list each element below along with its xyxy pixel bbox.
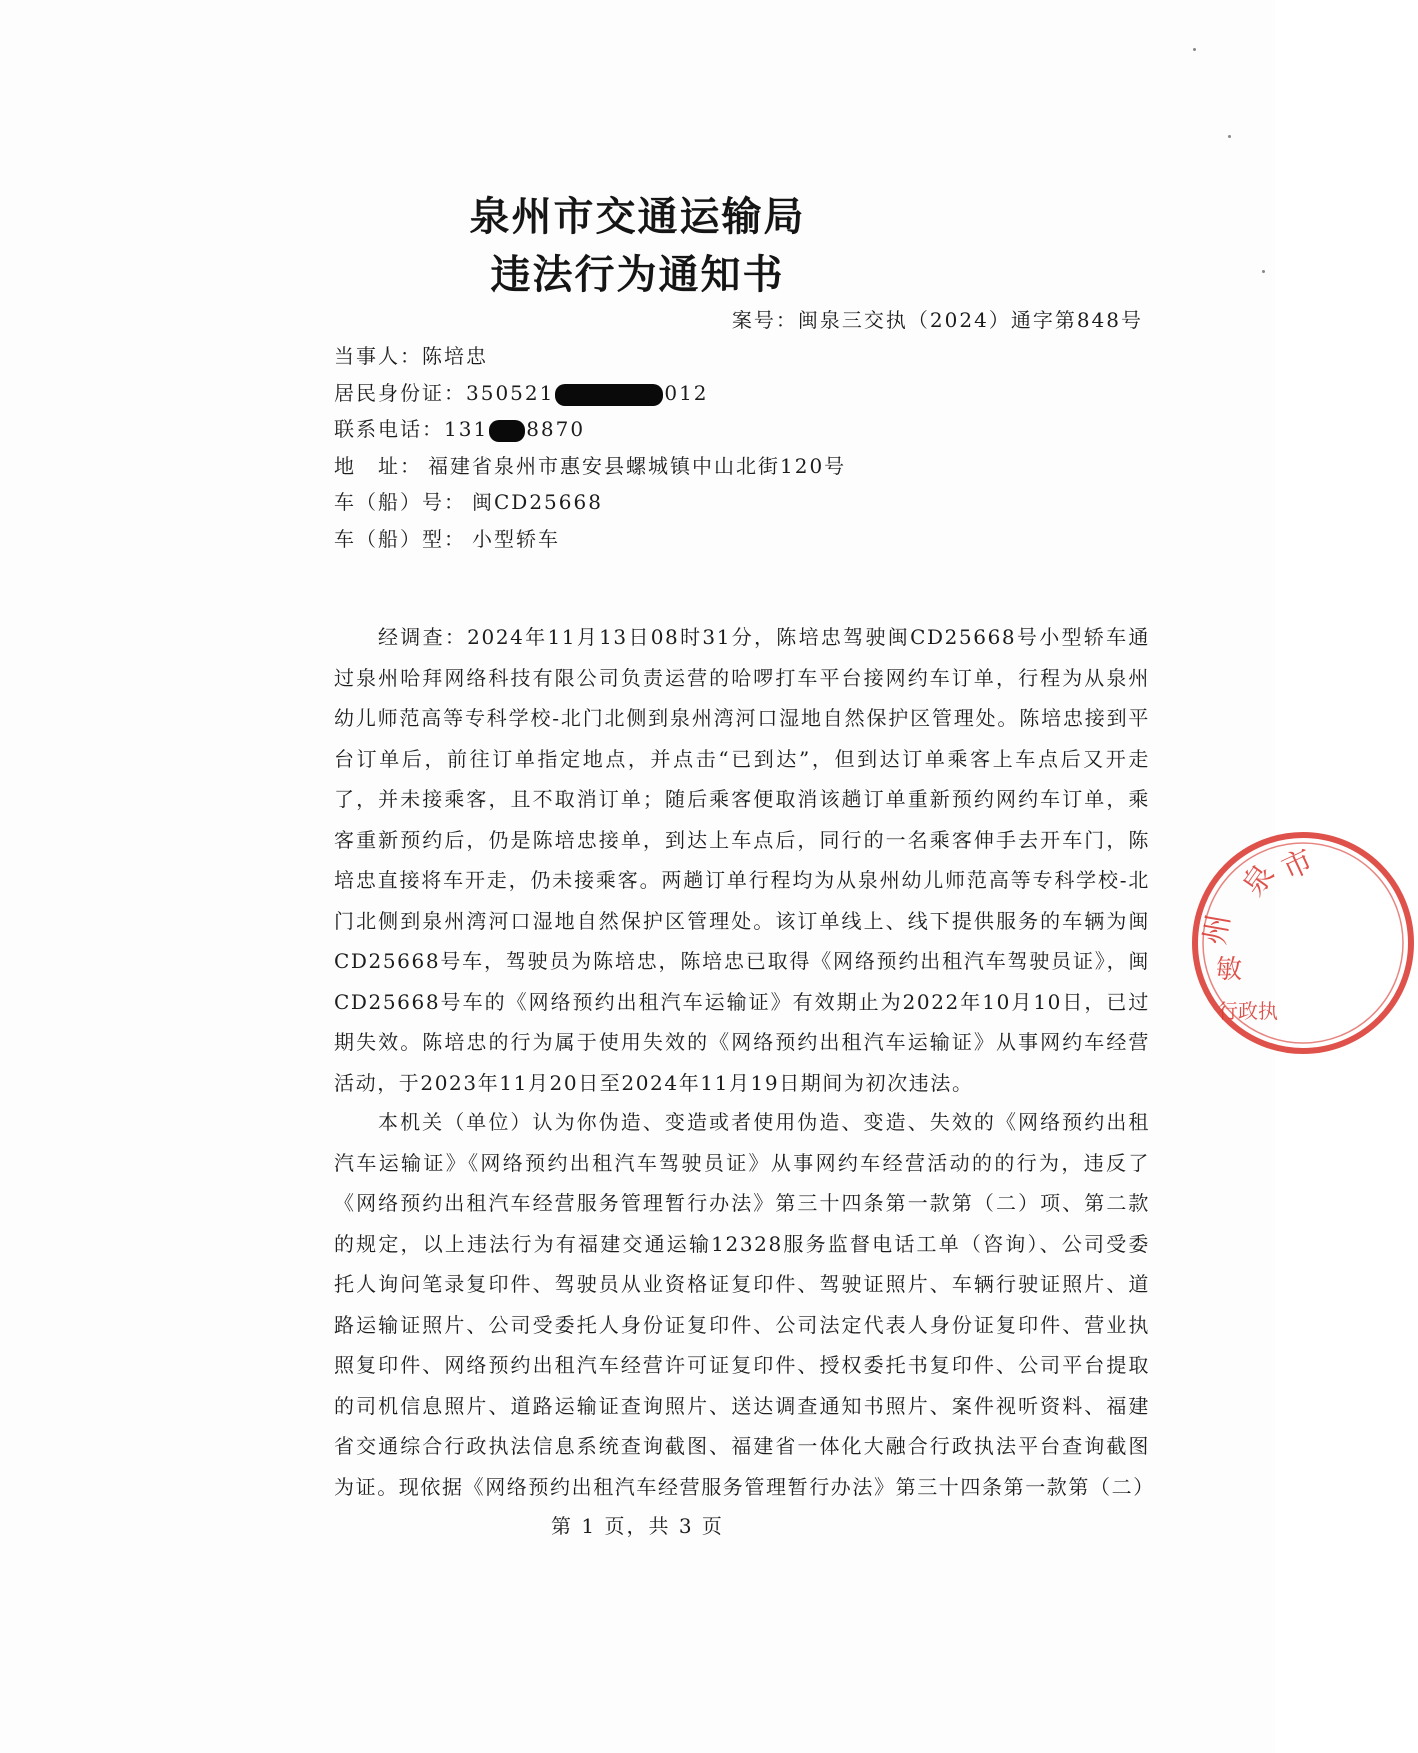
scan-speck — [1228, 135, 1231, 138]
party-address-label: 地 址： — [334, 454, 422, 478]
party-plate-label: 车（船）号： — [334, 490, 466, 514]
investigation-paragraph: 经调查：2024年11月13日08时31分，陈培忠驾驶闽CD25668号小型轿车通过泉州哈拜网络科技有限公司负责运营的哈啰打车平台接网约车订单，行程为从泉州幼儿师范高等专科学校-北门北侧到泉州湾河口湿地自然保护区管理处。陈培忠接到平台订单后，前往订单指定地点，并点击“已到达”，但到达订单乘客上车点后又开走了，并未接乘客，且不取消订单；随后乘客便取消该趟订单重新预约网约车订单，乘客重新预约后，仍是陈培忠接单，到达上车点后，同行的一名乘客伸手去开车门，陈培忠直接将车开走，仍未接乘客。两趟订单行程均为从泉州幼儿师范高等专科学校-北门北侧到泉州湾河口湿地自然保护区管理处。该订单线上、线下提供服务的车辆为闽CD25668号车，驾驶员为陈培忠，陈培忠已取得《网络预约出租汽车驾驶员证》，闽CD25668号车的《网络预约出租汽车运输证》有效期止为2022年10月10日，已过期失效。陈培忠的行为属于使用失效的《网络预约出租汽车运输证》从事网约车经营活动，于2023年11月20日至2024年11月19日期间为初次违法。 — [334, 625, 1150, 1095]
party-name-row — [334, 340, 488, 369]
svg-text:市: 市 — [1276, 842, 1319, 888]
id-redaction-mark — [555, 384, 663, 406]
party-name-label: 当事人： — [334, 344, 422, 368]
party-phone-prefix: 131 — [444, 417, 489, 441]
party-phone-row — [334, 413, 585, 442]
svg-text:敏: 敏 — [1216, 955, 1243, 985]
party-phone-suffix: 8870 — [526, 417, 586, 441]
party-plate-row — [334, 486, 603, 515]
party-vehicle-type-value: 小型轿车 — [472, 527, 560, 551]
case-number: 案号：闽泉三交执（2024）通字第848号 — [731, 308, 1143, 332]
document-title-type: 违法行为通知书 — [490, 252, 785, 298]
scan-speck — [1193, 48, 1196, 51]
scan-speck — [1262, 270, 1265, 273]
party-id-row — [334, 377, 709, 406]
svg-text:泉: 泉 — [1235, 857, 1282, 903]
document-title-agency: 泉州市交通运输局 — [469, 194, 806, 240]
party-phone-label: 联系电话： — [334, 417, 444, 441]
party-plate-value: 闽CD25668 — [472, 490, 603, 514]
page-indicator: 第 1 页，共 3 页 — [551, 1514, 724, 1538]
party-vehicle-type-label: 车（船）型： — [334, 527, 466, 551]
phone-redaction-mark — [489, 420, 525, 442]
party-id-prefix: 350521 — [466, 381, 555, 405]
party-address-value: 福建省泉州市惠安县螺城镇中山北街120号 — [428, 454, 847, 478]
party-name-value: 陈培忠 — [422, 344, 488, 368]
party-vehicle-type-row — [334, 523, 560, 552]
svg-text:行政执: 行政执 — [1218, 999, 1278, 1023]
svg-text:州: 州 — [1197, 911, 1238, 948]
party-id-suffix: 012 — [664, 381, 709, 405]
official-seal-stamp — [1188, 828, 1418, 1058]
party-address-row — [334, 450, 846, 479]
finding-paragraph: 本机关（单位）认为你伪造、变造或者使用伪造、变造、失效的《网络预约出租汽车运输证》《网络预约出租汽车驾驶员证》从事网约车经营活动的的行为，违反了《网络预约出租汽车经营服务管理暂行办法》第三十四条第一款第（二）项、第二款的规定，以上违法行为有福建交通运输12328服务监督电话工单（咨询）、公司受委托人询问笔录复印件、驾驶员从业资格证复印件、驾驶证照片、车辆行驶证照片、道路运输证照片、公司受委托人身份证复印件、公司法定代表人身份证复印件、营业执照复印件、网络预约出租汽车经营许可证复印件、授权委托书复印件、公司平台提取的司机信息照片、道路运输证查询照片、送达调查通知书照片、案件视听资料、福建省交通综合行政执法信息系统查询截图、福建省一体化大融合行政执法平台查询截图为证。现依据《网络预约出租汽车经营服务管理暂行办法》第三十四条第一款第（二） — [334, 1110, 1155, 1499]
party-id-label: 居民身份证： — [334, 381, 466, 405]
